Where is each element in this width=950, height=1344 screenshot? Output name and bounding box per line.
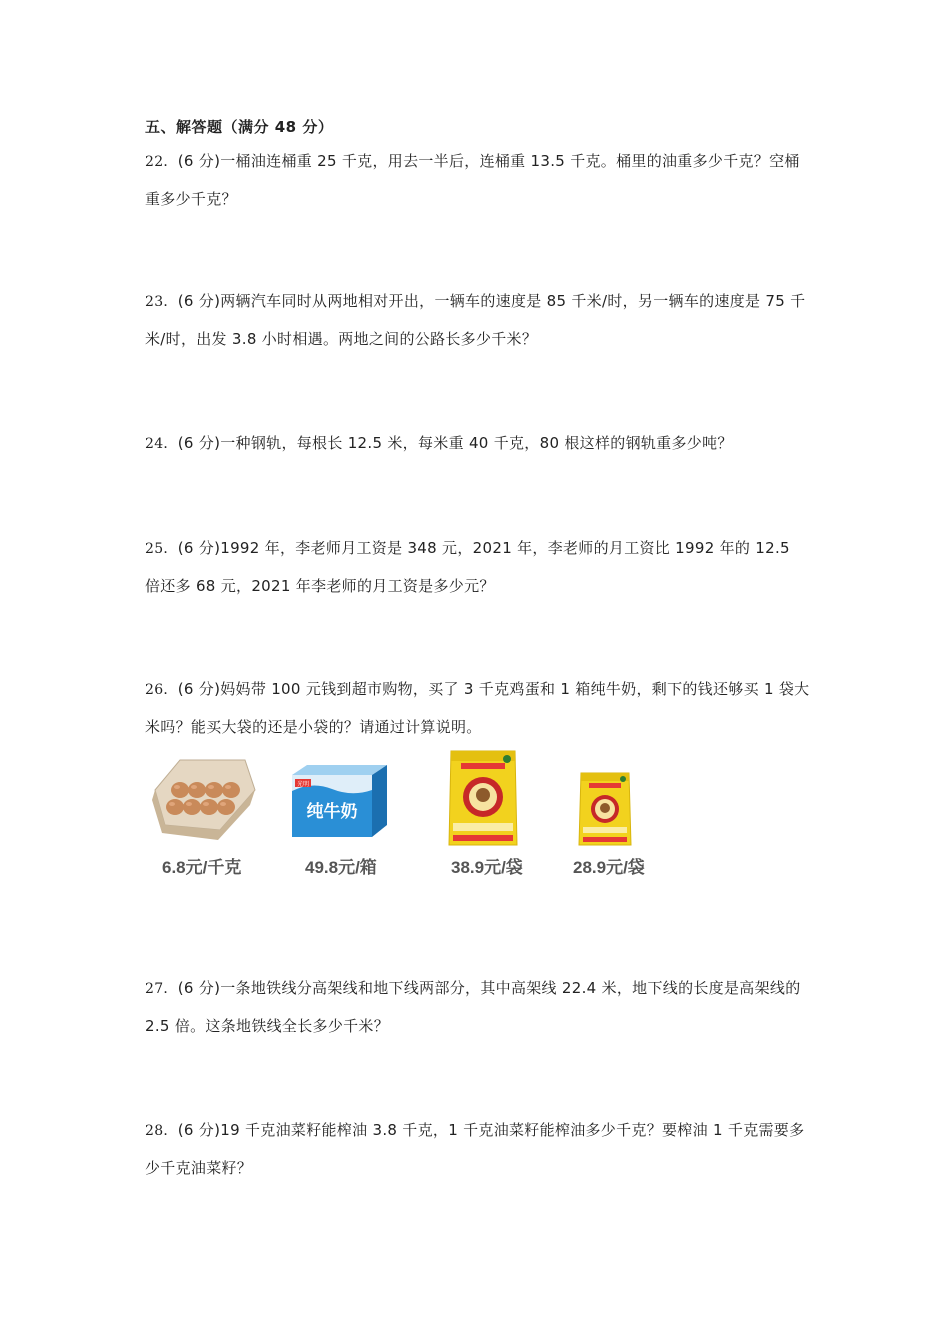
milk-price: 49.8元/箱 — [305, 858, 377, 877]
question-score: (6 分) — [177, 979, 221, 997]
question-22 — [145, 143, 810, 218]
question-score: (6 分) — [177, 680, 221, 698]
rice-small-price: 28.9元/袋 — [573, 858, 645, 877]
question-24 — [145, 425, 810, 463]
rice-large-price: 38.9元/袋 — [451, 858, 523, 877]
question-25 — [145, 530, 810, 605]
question-score: (6 分) — [177, 1121, 221, 1139]
product-eggs — [150, 745, 270, 885]
product-milk — [287, 745, 407, 885]
milk-brand: 光明 — [296, 781, 310, 788]
question-number: 22． — [145, 154, 178, 170]
question-number: 24． — [145, 436, 178, 452]
product-rice-small — [575, 745, 695, 885]
question-score: (6 分) — [177, 434, 221, 452]
milk-label: 纯牛奶 — [306, 802, 358, 822]
question-number: 26． — [145, 682, 178, 698]
egg-carton-icon — [150, 745, 260, 845]
question-number: 25． — [145, 541, 178, 557]
question-23 — [145, 283, 810, 358]
product-images — [145, 745, 665, 885]
question-score: (6 分) — [177, 292, 221, 310]
question-score: (6 分) — [177, 152, 221, 170]
rice-bag-large-icon — [443, 745, 523, 850]
milk-box-icon — [287, 745, 392, 845]
question-text: 一种钢轨，每根长 12.5 米，每米重 40 千克，80 根这样的钢轨重多少吨？ — [220, 434, 733, 452]
section-title: 五、解答题（满分 48 分） — [145, 118, 334, 136]
question-text: 一桶油连桶重 25 千克，用去一半后，连桶重 13.5 千克。桶里的油重多少千克？空桶重多少千克？ — [145, 152, 800, 208]
question-text: 一条地铁线分高架线和地下线两部分，其中高架线 22.4 米，地下线的长度是高架线的 2.5 倍。这条地铁线全长多少千米？ — [145, 979, 801, 1035]
question-text: 19 千克油菜籽能榨油 3.8 千克，1 千克油菜籽能榨油多少千克？要榨油 1 千克需要多少千克油菜籽？ — [145, 1121, 805, 1177]
question-number: 27． — [145, 981, 178, 997]
question-text: 两辆汽车同时从两地相对开出，一辆车的速度是 85 千米/时，另一辆车的速度是 75 千米/时，出发 3.8 小时相遇。两地之间的公路长多少千米？ — [145, 292, 806, 348]
eggs-price: 6.8元/千克 — [162, 858, 242, 877]
question-text: 1992 年，李老师月工资是 348 元，2021 年，李老师的月工资比 1992 年的 12.5 倍还多 68 元，2021 年李老师的月工资是多少元？ — [145, 539, 790, 595]
question-score: (6 分) — [177, 539, 221, 557]
rice-bag-small-icon — [575, 745, 635, 850]
question-number: 28． — [145, 1123, 178, 1139]
question-number: 23． — [145, 294, 178, 310]
product-rice-large — [443, 745, 563, 885]
question-28 — [145, 1112, 810, 1187]
question-27 — [145, 970, 810, 1045]
question-text: 妈妈带 100 元钱到超市购物，买了 3 千克鸡蛋和 1 箱纯牛奶，剩下的钱还够买 1 袋大米吗？能买大袋的还是小袋的？请通过计算说明。 — [145, 680, 810, 736]
question-26 — [145, 671, 810, 746]
